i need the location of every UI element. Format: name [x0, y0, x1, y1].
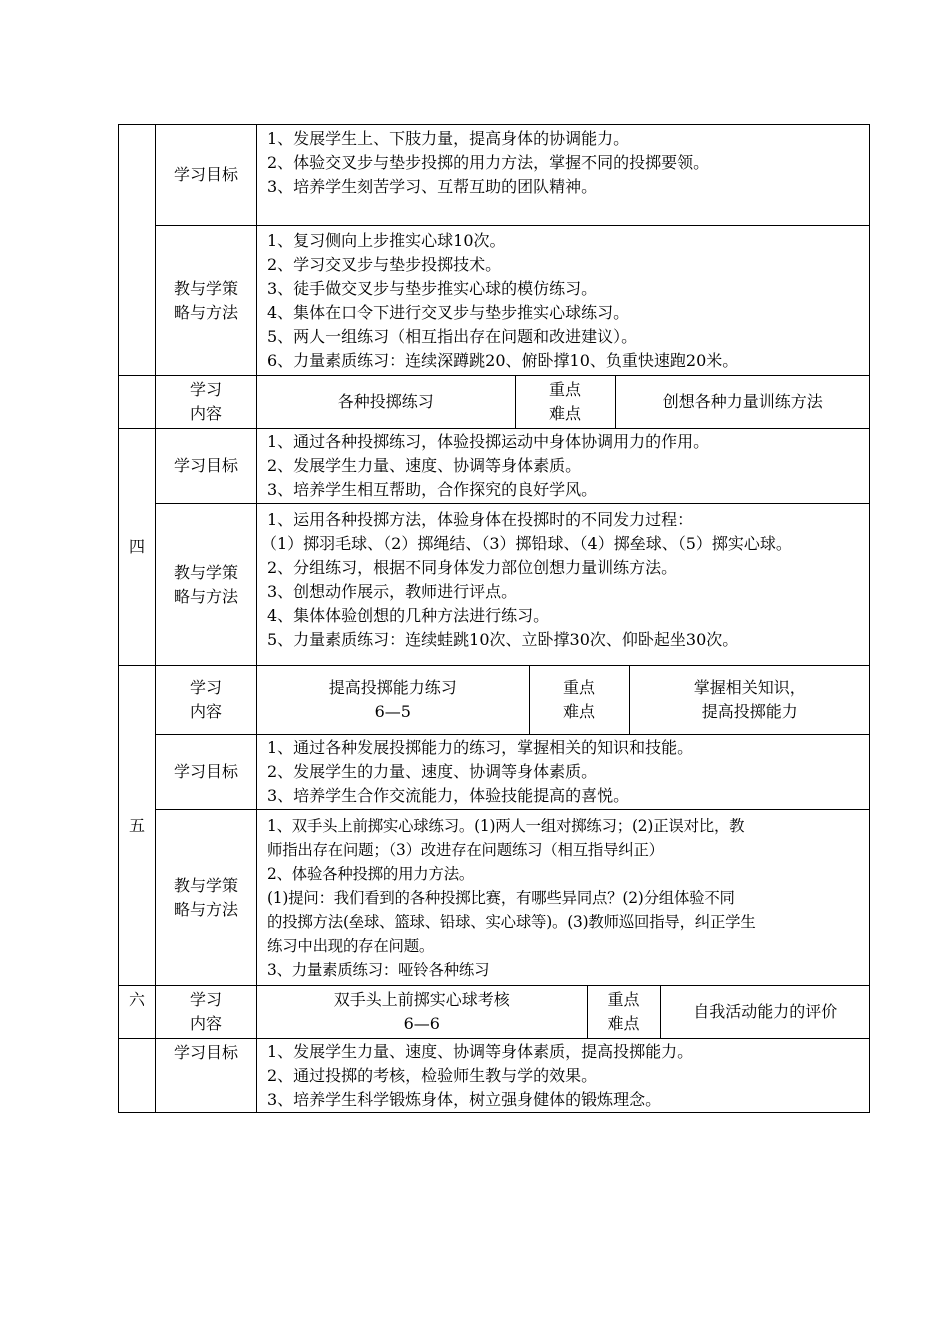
method-line: 1、双手头上前掷实心球练习。(1)两人一组对掷练习；(2)正误对比，教: [267, 816, 745, 835]
method-line: 1、运用各种投掷方法，体验身体在投掷时的不同发力过程：: [267, 510, 694, 529]
goals-label: 学习目标: [156, 1039, 257, 1113]
key-difficulty-value: 自我活动能力的评价: [660, 986, 870, 1038]
goal-line: 2、发展学生力量、速度、协调等身体素质。: [267, 456, 582, 475]
goal-line: 2、通过投掷的考核，检验师生教与学的效果。: [267, 1065, 598, 1085]
method-line: 3、创想动作展示，教师进行评点。: [267, 582, 518, 601]
goals-content: [257, 1039, 870, 1113]
lesson-number: 六: [119, 986, 156, 1039]
goal-line: 1、通过各种发展投掷能力的练习，掌握相关的知识和技能。: [267, 738, 694, 757]
goals-label: 学习目标: [156, 735, 257, 810]
key-difficulty-value: 掌握相关知识， 提高投掷能力: [629, 666, 870, 734]
content-label: 学习 内容: [156, 376, 257, 429]
goal-line: 3、培养学生科学锻炼身体，树立强身健体的锻炼理念。: [267, 1089, 662, 1109]
lesson-number-cell: [119, 125, 156, 376]
method-line: 3、力量素质练习：哑铃各种练习: [267, 960, 490, 979]
methods-label: 教与学策 略与方法: [156, 226, 257, 376]
method-line: (1)提问：我们看到的各种投掷比赛，有哪些异同点？(2)分组体验不同: [267, 888, 735, 907]
content-value: 双手头上前掷实心球考核 6—6: [333, 990, 510, 1033]
goal-line: 2、体验交叉步与垫步投掷的用力方法，掌握不同的投掷要领。: [267, 153, 710, 172]
key-difficulty-value: 创想各种力量训练方法: [615, 376, 870, 428]
goals-content: [257, 735, 870, 810]
content-label: 学习 内容: [156, 986, 257, 1039]
goal-line: 1、通过各种投掷练习，体验投掷运动中身体协调用力的作用。: [267, 432, 710, 451]
goals-content: [257, 429, 870, 504]
method-line: 5、两人一组练习（相互指出存在问题和改进建议）。: [267, 326, 638, 346]
method-line: 师指出存在问题；（3）改进存在问题练习（相互指导纠正）: [267, 840, 664, 859]
method-line: 4、集体体验创想的几种方法进行练习。: [267, 606, 550, 625]
goals-label: 学习目标: [156, 125, 257, 226]
method-line: 5、力量素质练习：连续蛙跳10次、立卧撑30次、仰卧起坐30次。: [267, 630, 739, 649]
key-difficulty-label: 重点 难点: [587, 986, 660, 1038]
goal-line: 3、培养学生合作交流能力，体验技能提高的喜悦。: [267, 786, 630, 805]
goal-line: 3、培养学生刻苦学习、互帮互助的团队精神。: [267, 177, 598, 196]
method-line: 2、学习交叉步与垫步投掷技术。: [267, 254, 502, 274]
key-difficulty-label: 重点 难点: [529, 666, 629, 734]
methods-content: [257, 226, 870, 376]
lesson-plan-table: [118, 124, 869, 1113]
lesson-number-cell: [119, 376, 156, 429]
key-difficulty-label: 重点 难点: [515, 376, 615, 428]
goals-label: 学习目标: [156, 429, 257, 504]
goal-line: 3、培养学生相互帮助，合作探究的良好学风。: [267, 480, 598, 499]
content-value: 各种投掷练习: [337, 392, 434, 411]
lesson-number: 四: [119, 429, 156, 666]
goal-line: 2、发展学生的力量、速度、协调等身体素质。: [267, 762, 598, 781]
content-label: 学习 内容: [156, 666, 257, 735]
methods-content: [257, 504, 870, 666]
lesson-number-cell: [119, 1039, 156, 1113]
goal-line: 1、发展学生力量、速度、协调等身体素质，提高投掷能力。: [267, 1041, 694, 1061]
lesson-number: 五: [119, 666, 156, 986]
methods-label: 教与学策 略与方法: [156, 810, 257, 986]
goal-line: 1、发展学生上、下肢力量，提高身体的协调能力。: [267, 129, 630, 148]
goals-content: [257, 125, 870, 226]
method-line: 1、复习侧向上步推实心球10次。: [267, 230, 506, 250]
method-line: 3、徒手做交叉步与垫步推实心球的模仿练习。: [267, 278, 598, 298]
method-line: 2、分组练习，根据不同身体发力部位创想力量训练方法。: [267, 558, 678, 577]
content-value: 提高投掷能力练习 6—5: [328, 678, 457, 721]
method-line: 的投掷方法(垒球、篮球、铅球、实心球等)。(3)教师巡回指导，纠正学生: [267, 912, 756, 931]
methods-label: 教与学策 略与方法: [156, 504, 257, 666]
method-line: 2、体验各种投掷的用力方法。: [267, 864, 475, 883]
method-line: 6、力量素质练习：连续深蹲跳20、俯卧撑10、负重快速跑20米。: [267, 350, 739, 370]
method-line: （1）掷羽毛球、（2）掷绳结、（3）掷铅球、（4）掷垒球、（5）掷实心球。: [261, 534, 792, 553]
methods-content: [257, 810, 870, 986]
method-line: 4、集体在口令下进行交叉步与垫步推实心球练习。: [267, 302, 630, 322]
method-line: 练习中出现的存在问题。: [267, 936, 435, 955]
